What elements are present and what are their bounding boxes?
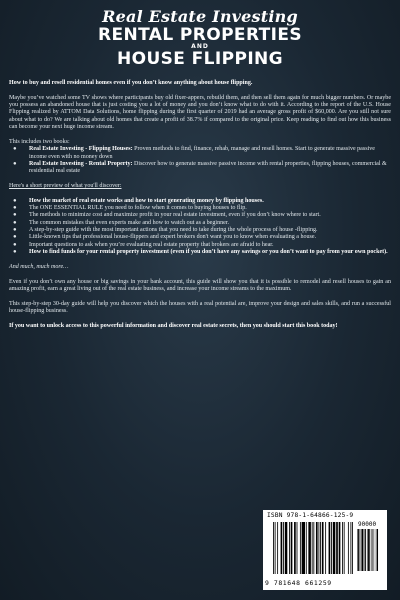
barcode-bar <box>333 522 336 574</box>
barcode-bar <box>300 522 301 574</box>
barcode-bar <box>297 522 298 574</box>
books-list <box>9 146 391 175</box>
barcode-bar <box>285 522 288 574</box>
body-paragraph-3: This step-by-step 30-day guide will help you discover which the houses with a real potential are, improve your design and sales skills, and run a successful house-flipping business. <box>9 300 391 314</box>
book-item-1 <box>9 146 391 161</box>
barcode-bar <box>283 522 284 574</box>
preview-item <box>9 234 391 241</box>
barcode-bar <box>350 522 351 574</box>
book-item-desc: Proven methods to find, finance, rehab, manage and resell homes. Start to generate massive passive income even with no money down <box>29 146 375 160</box>
barcode-bar <box>342 522 343 574</box>
book-title-and: AND <box>191 43 209 50</box>
book-title-line1: RENTAL PROPERTIES <box>97 25 303 45</box>
bullet-icon: ● <box>13 212 17 219</box>
barcode-bar <box>302 522 305 574</box>
barcode-bar <box>281 522 283 574</box>
bullet-icon: ● <box>13 249 17 256</box>
intro-headline: How to buy and resell residential homes even if you don’t know anything about house flipping. <box>9 80 253 86</box>
bullet-icon: ● <box>13 146 17 153</box>
barcode-bar <box>374 529 375 571</box>
barcode-bar <box>365 529 366 571</box>
bullet-icon: ● <box>13 219 17 226</box>
barcode-bar <box>277 522 278 574</box>
preview-heading: Here's a short preview of what you'll discover: <box>9 182 122 189</box>
book-item-title: Real Estate Investing - Rental Property: <box>29 160 133 167</box>
back-cover-text <box>9 80 391 337</box>
barcode-bars <box>273 522 353 574</box>
barcode-bar <box>313 522 314 574</box>
preview-item-text: Important questions to ask when you’re evaluating real estate property that brokers are afraid to hear. <box>29 241 274 248</box>
preview-item-text: The ONE ESSENTIAL RULE you need to follow when it comes to buying houses to flip. <box>29 205 247 212</box>
isbn-barcode <box>263 510 387 590</box>
cover-header <box>0 0 400 68</box>
barcode-bar <box>294 522 296 574</box>
isbn-number: ISBN 978-1-64866-125-9 <box>267 512 354 519</box>
bullet-icon: ● <box>13 205 17 212</box>
preview-item-text: A step-by-step guide with the most important actions that you need to take during the whole process of house -flipping. <box>29 227 318 234</box>
preview-item-text: How the market of real estate works and how to start generating money by flipping houses. <box>29 197 264 204</box>
barcode-bar <box>325 522 326 574</box>
barcode-bar <box>312 522 313 574</box>
book-item-title: Real Estate Investing - Flipping Houses: <box>29 146 133 153</box>
bullet-icon: ● <box>13 234 17 241</box>
barcode-bar <box>322 522 324 574</box>
barcode-bar <box>289 522 290 574</box>
preview-item-text: Little-known tips that professional house-flippers and expert brokers don't want you to know when evaluating a house. <box>29 234 317 241</box>
barcode-bar <box>372 529 373 571</box>
barcode-bar <box>336 522 338 574</box>
body-paragraph-2: Even if you don’t own any house or big savings in your bank account, this guide will show you that it is possible to remodel and resell houses to gain an amazing profit, earn a great living out of the real estate business, and increase your income streams to the maximum. <box>9 278 391 292</box>
barcode-bar <box>368 529 370 571</box>
barcode-bar <box>352 522 353 574</box>
barcode-bar <box>273 522 274 574</box>
barcode-bar <box>316 522 318 574</box>
barcode-bar <box>361 529 363 571</box>
book-item-2 <box>9 161 391 176</box>
barcode-bar <box>376 529 377 571</box>
bullet-icon: ● <box>13 197 17 204</box>
bullet-icon: ● <box>13 241 17 248</box>
barcode-bar <box>358 529 359 571</box>
barcode-bar <box>308 522 311 574</box>
bullet-icon: ● <box>13 160 17 167</box>
barcode-bar <box>371 529 372 571</box>
book-item-desc: Discover how to generate massive passive income with rental properties, flipping houses, commercial & residential real estate <box>29 160 387 175</box>
price-code: 90000 <box>358 521 377 528</box>
preview-item <box>9 212 391 219</box>
bullet-icon: ● <box>13 227 17 234</box>
and-more-text: And much, much more… <box>9 263 69 270</box>
preview-item-text: The common mistakes that even experts make and how to watch out as a beginner. <box>29 219 229 226</box>
barcode-bar <box>348 522 349 574</box>
preview-item <box>9 242 391 249</box>
barcode-bar <box>306 522 307 574</box>
book-title-line2: HOUSE FLIPPING <box>116 49 284 69</box>
barcode-bar <box>291 522 293 574</box>
closing-call-to-action: If you want to unlock access to this powerful information and discover real estate secrets, then you should start this book today! <box>9 322 338 329</box>
series-title: Real Estate Investing <box>102 7 298 26</box>
preview-list <box>9 198 391 257</box>
includes-label: This includes two books: <box>9 138 70 145</box>
preview-item <box>9 220 391 227</box>
barcode-bar <box>360 529 361 571</box>
barcode-bar <box>320 522 321 574</box>
barcode-bar <box>367 529 368 571</box>
barcode-bar <box>331 522 332 574</box>
barcode-bar <box>364 529 365 571</box>
barcode-bar <box>344 522 345 574</box>
barcode-bar <box>329 522 331 574</box>
preview-item <box>9 198 391 205</box>
barcode-bar <box>357 529 358 571</box>
barcode-bar <box>275 522 276 574</box>
barcode-bar <box>377 529 378 571</box>
barcode-bar <box>318 522 319 574</box>
preview-item <box>9 249 391 256</box>
intro-paragraph: Maybe you’ve watched some TV shows where participants buy old fixer-appers, rebuild them, and then sell them again for much bigger numbers. Or maybe you possess an abandoned house that is just costing you a lot of money and you don’t know what to do with it. According to the report of the U.S. House Flipping realized by ATTOM Data Solutions, home flipping during the first quarter of 2019 had an average gross profit of $60,000. Are you still not sure about what to do? We are talking about old homes that create a profit of 38.7% if compared to the original price. Keep reading to find out how this business can become your next huge income stream. <box>9 94 391 131</box>
preview-item-text: How to find funds for your rental property investment (even if you don’t have any savings or you don’t want to pay from your own pocket). <box>29 249 388 256</box>
barcode-bar <box>339 522 341 574</box>
price-barcode-bars <box>357 529 383 571</box>
barcode-digits: 9 781648 661259 <box>265 579 332 587</box>
preview-item-text: The methods to minimize cost and maximize profit in your real estate investment, even if you don’t know where to start. <box>29 212 321 219</box>
